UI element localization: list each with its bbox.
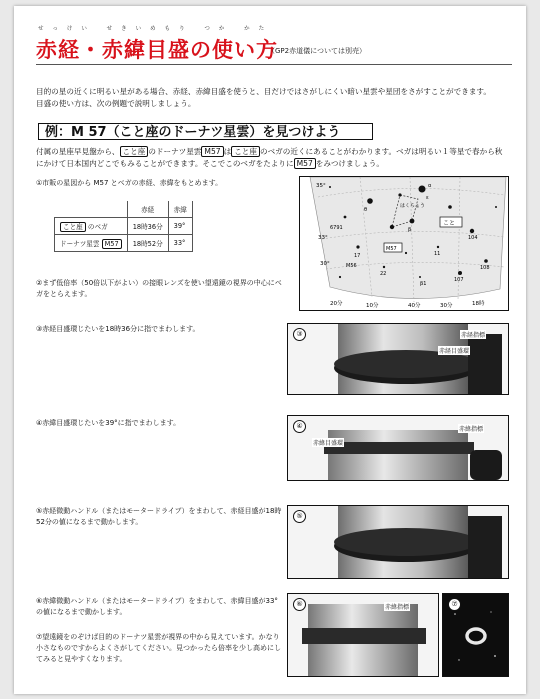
panel-3-label: ③ bbox=[293, 328, 306, 341]
panel-5-label: ⑤ bbox=[293, 510, 306, 523]
ra-tick-2: 10分 bbox=[366, 303, 379, 309]
row-m57-suffix: M57 bbox=[102, 239, 122, 249]
lyra-tag-2: こと座 bbox=[231, 146, 260, 157]
lead-part-2: のドーナツ星雲 bbox=[148, 147, 202, 156]
lyra-label: こと bbox=[443, 220, 456, 227]
ra-pointer-tag-3: 赤経指標 bbox=[461, 332, 486, 339]
step-7: ⑦望遠鏡をのぞけば目的のドーナツ星雲が視界の中から見えています。かなり小さなものですからよくさがしてください。見つかったら倍率を少し高めにしてみると見やすくなります。 bbox=[36, 633, 281, 663]
intro-line-1: 目的の星の近くに明るい星がある場合、赤経、赤緯目盛を使うと、目だけではさがしにくい暗い星雲や星団をさがすことができます。 bbox=[36, 87, 492, 96]
lyra-tag: こと座 bbox=[120, 146, 149, 157]
lead-part-4: のベガの近くにあることがわかります。ベガは明るい１等星で春から秋にかけて日本国内どこでもみることができます。そこでこのベガをたよりに bbox=[36, 147, 503, 168]
table-corner bbox=[55, 201, 128, 218]
dec-tick-33: 33° bbox=[318, 235, 328, 241]
nebula-photo-panel-7 bbox=[442, 593, 509, 677]
map-label-m56: M56 bbox=[346, 263, 357, 269]
map-label-107: 107 bbox=[454, 277, 464, 283]
row-m57-ra: 18時52分 bbox=[127, 235, 168, 252]
dec-ring-panel-4 bbox=[287, 415, 509, 481]
coordinate-table bbox=[54, 201, 193, 252]
map-label-22: 22 bbox=[380, 271, 387, 277]
title-note: （GP2赤道儀については別売） bbox=[268, 47, 366, 55]
panel-6-label: ⑥ bbox=[293, 598, 306, 611]
row-vega-ra: 18時36分 bbox=[127, 218, 168, 235]
ra-ring-tag-3: 赤経目盛環 bbox=[439, 348, 470, 355]
row-vega-suffix: のベガ bbox=[87, 223, 108, 231]
example-heading: 例：M 57（こと座のドーナツ星雲）を見つけよう bbox=[38, 123, 373, 140]
dec-ring-panel-6 bbox=[287, 593, 439, 677]
map-label-11: 11 bbox=[434, 251, 441, 257]
map-label-epsilon: ε bbox=[426, 195, 429, 201]
map-label-6791: 6791 bbox=[330, 225, 343, 231]
row-vega-name: こと座 bbox=[60, 222, 86, 232]
intro-text bbox=[36, 86, 506, 110]
star-map-panel bbox=[299, 176, 509, 311]
map-label-theta: θ bbox=[364, 207, 368, 213]
dec-tick-35: 35° bbox=[316, 183, 326, 189]
ra-tick-4: 30分 bbox=[440, 303, 453, 309]
lead-part-5: をみつけましょう。 bbox=[315, 159, 384, 168]
title-divider bbox=[36, 64, 512, 65]
row-m57-name: ドーナツ星雲 bbox=[60, 240, 100, 248]
intro-line-2: 目盛の使い方は、次の例題で説明しましょう。 bbox=[36, 99, 196, 108]
panel-7-label: ⑦ bbox=[448, 598, 461, 611]
map-label-108: 108 bbox=[480, 265, 490, 271]
table-row bbox=[55, 218, 193, 235]
step-6: ⑥赤緯微動ハンドル（またはモータードライブ）をまわして、赤緯目盛が33°の値になるまで動かします。 bbox=[36, 597, 278, 616]
step-5: ⑤赤経微動ハンドル（またはモータードライブ）をまわして、赤経目盛が18時52分の値になるまで動かします。 bbox=[36, 507, 282, 526]
ra-tick-3: 40分 bbox=[408, 303, 421, 309]
table-row bbox=[55, 235, 193, 252]
dec-pointer-tag-6: 赤緯指標 bbox=[385, 604, 410, 611]
dec-tick-30: 30° bbox=[320, 261, 330, 267]
map-label-17: 17 bbox=[354, 253, 361, 259]
dec-ring-tag-4: 赤緯目盛環 bbox=[313, 440, 344, 447]
title-row bbox=[36, 26, 510, 68]
ra-ring-panel-5 bbox=[287, 505, 509, 579]
ra-ring-panel-3 bbox=[287, 323, 509, 395]
star-map bbox=[300, 177, 508, 310]
m57-tag-2: M57 bbox=[294, 158, 316, 169]
step-1: ①市販の星図から M57 とベガの赤経、赤緯をもとめます。 bbox=[36, 179, 223, 187]
header-dec: 赤緯 bbox=[168, 201, 192, 218]
step-3: ③赤経目盛環じたいを18時36分に指でまわします。 bbox=[36, 325, 200, 333]
lead-part-3: は bbox=[223, 147, 232, 156]
map-label-beta: β bbox=[408, 227, 412, 233]
map-label-alpha: α bbox=[428, 183, 432, 189]
step-4: ④赤緯目盛環じたいを39°に指でまわします。 bbox=[36, 419, 181, 427]
manual-page bbox=[14, 6, 526, 694]
header-ra: 赤経 bbox=[127, 201, 168, 218]
ra-tick-1: 20分 bbox=[330, 301, 343, 307]
row-vega-dec: 39° bbox=[168, 218, 192, 235]
cygnus-label: はくちょう bbox=[400, 203, 426, 209]
dec-pointer-tag-4: 赤緯指標 bbox=[459, 426, 484, 433]
title-ruby: せっけい せきいめもり つか かた bbox=[38, 26, 274, 32]
lead-part-1: 付属の星座早見盤から、 bbox=[36, 147, 120, 156]
lead-paragraph bbox=[36, 146, 508, 170]
panel-4-label: ④ bbox=[293, 420, 306, 433]
ra-tick-5: 18時 bbox=[472, 301, 485, 307]
map-label-m57: M57 bbox=[386, 246, 397, 252]
dec-ring-illustration-6 bbox=[288, 594, 438, 676]
page-title: 赤経・赤緯目盛の使い方 bbox=[36, 38, 278, 62]
m57-tag: M57 bbox=[201, 146, 223, 157]
row-m57-dec: 33° bbox=[168, 235, 192, 252]
map-label-beta1: β1 bbox=[420, 281, 427, 287]
step-2: ②まず低倍率（50倍以下がよい）の接眼レンズを使い望遠鏡の視界の中心にベガをとらえます。 bbox=[36, 279, 282, 298]
ra-ring-illustration-5 bbox=[288, 506, 508, 578]
map-label-104: 104 bbox=[468, 235, 478, 241]
